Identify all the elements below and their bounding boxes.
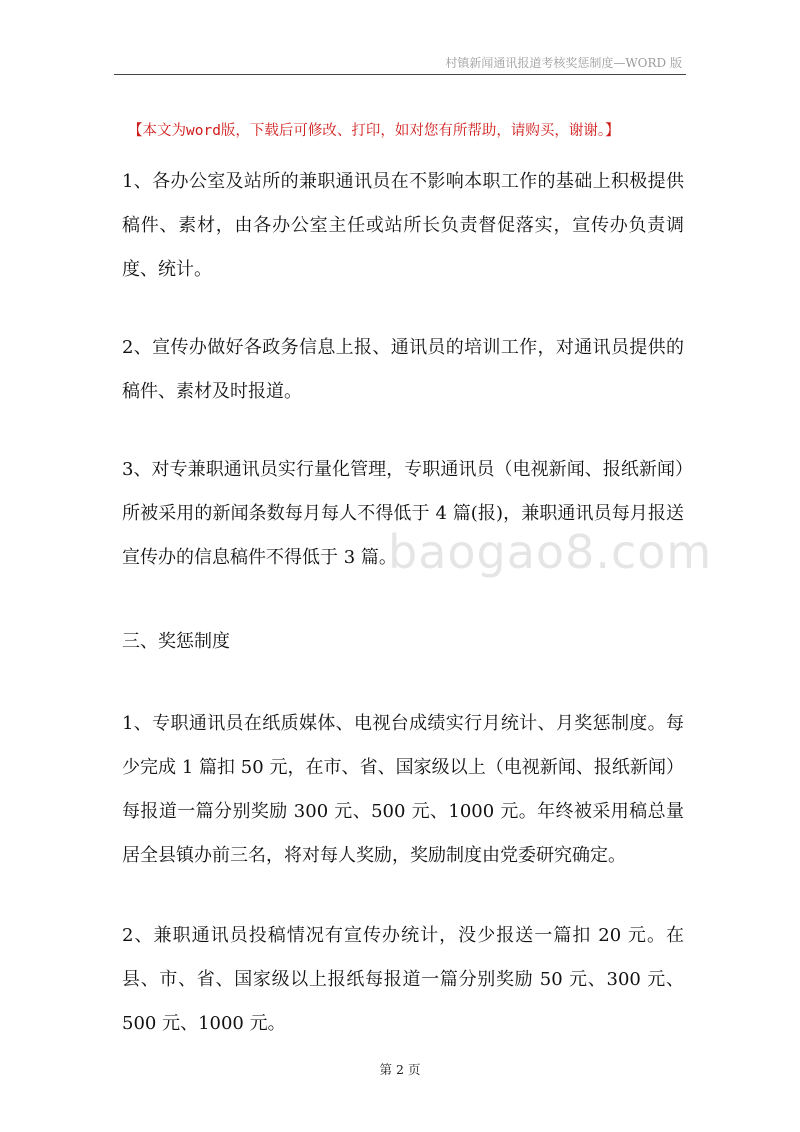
paragraph-3: 3、对专兼职通讯员实行量化管理，专职通讯员（电视新闻、报纸新闻）所被采用的新闻条数每月每人不得低于 4 篇(报)，兼职通讯员每月报送宣传办的信息稿件不得低于 3 篇。	[122, 459, 684, 568]
watermark-text: baogao8.com	[388, 525, 713, 579]
paragraph-4: 1、专职通讯员在纸质媒体、电视台成绩实行月统计、月奖惩制度。每少完成 1 篇扣 50 元，在市、省、国家级以上（电视新闻、报纸新闻）每报道一篇分别奖励 300 元、500 元、1000 元。年终被采用稿总量居全县镇办前三名，将对每人奖励，奖励制度由党委研究确定。	[122, 713, 684, 866]
header-divider	[114, 74, 686, 75]
running-header-title: 村镇新闻通讯报道考核奖惩制度—WORD 版	[445, 56, 682, 70]
page-number: 第 2 页	[379, 1062, 421, 1077]
purchase-notice: 【本文为word版，下载后可修改、打印，如对您有所帮助，请购买，谢谢。】	[128, 123, 620, 139]
paragraph-1: 1、各办公室及站所的兼职通讯员在不影响本职工作的基础上积极提供稿件、素材，由各办公室主任或站所长负责督促落实，宣传办负责调度、统计。	[122, 171, 684, 280]
section-heading: 三、奖惩制度	[122, 631, 230, 652]
paragraph-2: 2、宣传办做好各政务信息上报、通讯员的培训工作，对通讯员提供的稿件、素材及时报道。	[122, 337, 684, 402]
paragraph-5: 2、兼职通讯员投稿情况有宣传办统计，没少报送一篇扣 20 元。在县、市、省、国家级以上报纸每报道一篇分别奖励 50 元、300 元、500 元、1000 元。	[122, 925, 684, 1034]
